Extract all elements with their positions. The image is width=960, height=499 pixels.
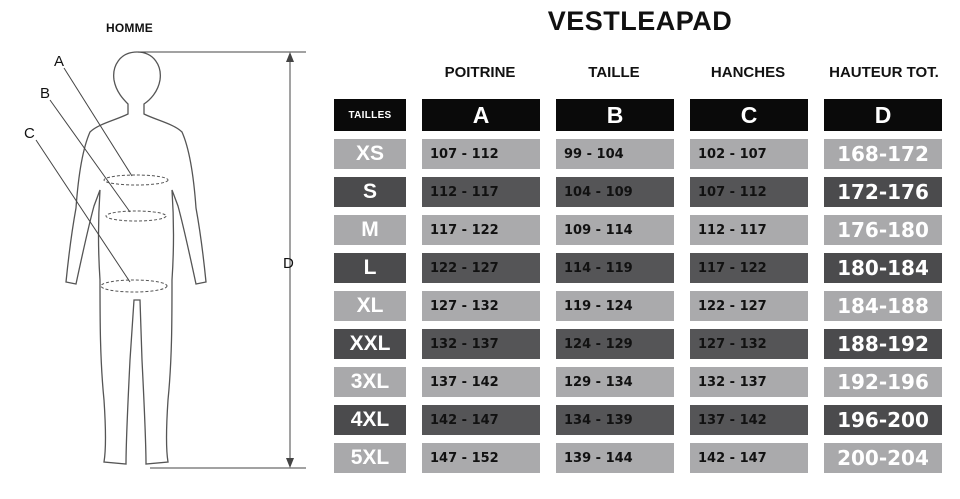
col-a-header: A (422, 99, 540, 131)
taille-cell: 109 - 114 (556, 215, 674, 245)
hanches-cell: 107 - 112 (690, 177, 808, 207)
poitrine-cell: 127 - 132 (422, 291, 540, 321)
size-cell: XS (334, 139, 406, 169)
col-d-header: D (824, 99, 942, 131)
marker-c-label: C (24, 125, 35, 142)
hauteur-cell: 172-176 (824, 177, 942, 207)
poitrine-cell: 137 - 142 (422, 367, 540, 397)
hanches-cell: 137 - 142 (690, 405, 808, 435)
poitrine-cell: 112 - 117 (422, 177, 540, 207)
col-c-header: C (690, 99, 808, 131)
figure-label: HOMME (106, 21, 153, 35)
col-b-header: B (556, 99, 674, 131)
hauteur-cell: 176-180 (824, 215, 942, 245)
taille-cell: 119 - 124 (556, 291, 674, 321)
poitrine-cell: 117 - 122 (422, 215, 540, 245)
size-cell: 5XL (334, 443, 406, 473)
size-cell: L (334, 253, 406, 283)
body-outline-figure (0, 0, 320, 499)
taille-cell: 134 - 139 (556, 405, 674, 435)
page-title: VESTLEAPAD (547, 6, 733, 36)
hauteur-cell: 184-188 (824, 291, 942, 321)
hanches-cell: 142 - 147 (690, 443, 808, 473)
hanches-cell: 102 - 107 (690, 139, 808, 169)
taille-cell: 99 - 104 (556, 139, 674, 169)
size-cell: XXL (334, 329, 406, 359)
col-hanches-heading: HANCHES (710, 64, 786, 81)
hauteur-cell: 180-184 (824, 253, 942, 283)
hanches-cell: 132 - 137 (690, 367, 808, 397)
poitrine-cell: 132 - 137 (422, 329, 540, 359)
col-hauteur-heading: HAUTEUR TOT. (829, 64, 939, 81)
taille-cell: 124 - 129 (556, 329, 674, 359)
hauteur-cell: 200-204 (824, 443, 942, 473)
col-poitrine-heading: POITRINE (444, 64, 516, 81)
taille-cell: 129 - 134 (556, 367, 674, 397)
taille-cell: 114 - 119 (556, 253, 674, 283)
hanches-cell: 127 - 132 (690, 329, 808, 359)
poitrine-cell: 107 - 112 (422, 139, 540, 169)
size-cell: S (334, 177, 406, 207)
size-cell: M (334, 215, 406, 245)
hauteur-cell: 168-172 (824, 139, 942, 169)
marker-a-label: A (54, 53, 65, 70)
marker-d-label: D (283, 255, 294, 272)
hanches-cell: 112 - 117 (690, 215, 808, 245)
poitrine-cell: 122 - 127 (422, 253, 540, 283)
hauteur-cell: 196-200 (824, 405, 942, 435)
poitrine-cell: 147 - 152 (422, 443, 540, 473)
taille-cell: 104 - 109 (556, 177, 674, 207)
size-cell: 3XL (334, 367, 406, 397)
tailles-header: TAILLES (334, 99, 406, 131)
poitrine-cell: 142 - 147 (422, 405, 540, 435)
size-cell: XL (334, 291, 406, 321)
hauteur-cell: 188-192 (824, 329, 942, 359)
hanches-cell: 122 - 127 (690, 291, 808, 321)
size-cell: 4XL (334, 405, 406, 435)
taille-cell: 139 - 144 (556, 443, 674, 473)
marker-b-label: B (40, 85, 51, 102)
hanches-cell: 117 - 122 (690, 253, 808, 283)
col-taille-heading: TAILLE (588, 64, 640, 81)
hauteur-cell: 192-196 (824, 367, 942, 397)
